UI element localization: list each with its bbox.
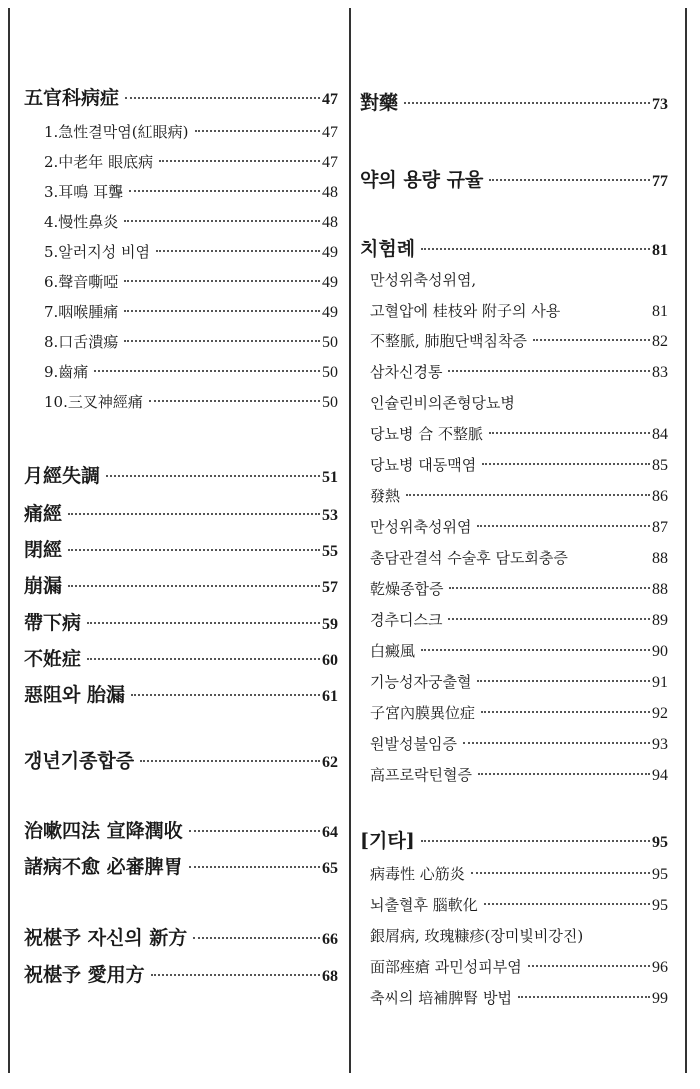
dot-leader bbox=[471, 872, 650, 874]
entry-page: 95 bbox=[652, 834, 668, 851]
entry-page: 64 bbox=[322, 824, 338, 841]
entry-title: 高프로락틴혈증 bbox=[370, 766, 472, 784]
entry-page: 62 bbox=[322, 754, 338, 771]
toc-entry bbox=[360, 454, 668, 475]
entry-page: 51 bbox=[322, 469, 338, 486]
entry-title: 發熱 bbox=[370, 487, 401, 505]
dot-leader bbox=[421, 248, 650, 250]
entry-title: 원발성불임증 bbox=[370, 735, 457, 753]
entry-title: 治嗽四法 宣降潤收 bbox=[24, 820, 183, 842]
dot-leader bbox=[518, 996, 650, 998]
dot-leader bbox=[124, 340, 320, 342]
entry-title: 對藥 bbox=[360, 92, 399, 114]
toc-entry bbox=[360, 640, 668, 661]
entry-title: 2.中老年 眼底病 bbox=[44, 153, 154, 171]
entry-title: 銀屑病, 玫瑰糠疹(장미빛비강진) bbox=[370, 927, 584, 945]
entry-page: 48 bbox=[322, 214, 338, 231]
toc-entry bbox=[24, 499, 338, 526]
dot-leader bbox=[124, 310, 320, 312]
dot-leader bbox=[477, 680, 650, 682]
entry-title: 惡阻와 胎漏 bbox=[24, 684, 125, 706]
entry-page: 65 bbox=[322, 860, 338, 877]
dot-leader bbox=[448, 370, 650, 372]
entry-page: 99 bbox=[652, 990, 668, 1007]
dot-leader bbox=[533, 339, 650, 341]
entry-title: 총담관결석 수술후 담도회충증 bbox=[370, 549, 568, 567]
toc-entry bbox=[360, 956, 668, 977]
dot-leader bbox=[448, 618, 650, 620]
entry-page: 48 bbox=[322, 184, 338, 201]
entry-title: 諸病不愈 必審脾胃 bbox=[24, 856, 183, 878]
entry-title: 당뇨병 대동맥염 bbox=[370, 456, 477, 474]
entry-page: 49 bbox=[322, 244, 338, 261]
entry-page: 49 bbox=[322, 274, 338, 291]
toc-entry bbox=[360, 300, 668, 321]
entry-page: 94 bbox=[652, 767, 668, 784]
toc-entry bbox=[360, 361, 668, 382]
toc-entry bbox=[24, 301, 338, 322]
entry-page: 55 bbox=[322, 543, 338, 560]
toc-entry bbox=[360, 863, 668, 884]
toc-entry bbox=[24, 680, 338, 707]
toc-entry bbox=[24, 331, 338, 352]
dot-leader bbox=[489, 179, 650, 181]
toc-entry bbox=[24, 608, 338, 635]
entry-page: 61 bbox=[322, 688, 338, 705]
entry-page: 50 bbox=[322, 364, 338, 381]
dot-leader bbox=[94, 370, 320, 372]
entry-title: 기능성자궁출혈 bbox=[370, 673, 472, 691]
toc-entry bbox=[360, 269, 668, 290]
dot-leader bbox=[484, 903, 650, 905]
dot-leader bbox=[463, 742, 650, 744]
dot-leader bbox=[189, 830, 320, 832]
entry-page: 82 bbox=[652, 333, 668, 350]
entry-title: 月經失調 bbox=[24, 465, 101, 487]
dot-leader bbox=[482, 463, 650, 465]
toc-entry bbox=[360, 88, 668, 115]
dot-leader bbox=[68, 585, 320, 587]
toc-entry bbox=[360, 392, 668, 413]
entry-page: 84 bbox=[652, 426, 668, 443]
entry-title: 당뇨병 合 不整脈 bbox=[370, 425, 484, 443]
toc-entry bbox=[24, 361, 338, 382]
entry-page: 47 bbox=[322, 154, 338, 171]
entry-title: 10.三叉神經痛 bbox=[44, 393, 143, 411]
toc-entry bbox=[360, 987, 668, 1008]
entry-page: 60 bbox=[322, 652, 338, 669]
toc-entry bbox=[24, 960, 338, 987]
entry-title: 고혈압에 桂枝와 附子의 사용 bbox=[370, 302, 561, 320]
dot-leader bbox=[68, 513, 320, 515]
dot-leader bbox=[106, 475, 320, 477]
entry-title: 치험례 bbox=[360, 238, 416, 260]
entry-page: 96 bbox=[652, 959, 668, 976]
entry-title: 갱년기종합증 bbox=[24, 750, 135, 772]
toc-entry bbox=[24, 83, 338, 110]
entry-title: 子宮內膜異位症 bbox=[370, 704, 476, 722]
toc-entry bbox=[24, 571, 338, 598]
entry-page: 53 bbox=[322, 507, 338, 524]
toc-entry bbox=[24, 644, 338, 671]
entry-title: 面部痤瘡 과민성피부염 bbox=[370, 958, 522, 976]
dot-leader bbox=[87, 658, 320, 660]
toc-entry bbox=[24, 151, 338, 172]
dot-leader bbox=[421, 840, 650, 842]
entry-title: 3.耳鳴 耳聾 bbox=[44, 183, 124, 201]
entry-title: 祝椹予 愛用方 bbox=[24, 964, 145, 986]
entry-page: 92 bbox=[652, 705, 668, 722]
entry-page: 68 bbox=[322, 968, 338, 985]
entry-title: 不整脈, 肺胞단백침착증 bbox=[370, 332, 527, 350]
toc-entry bbox=[360, 547, 668, 568]
entry-page: 50 bbox=[322, 394, 338, 411]
toc-entry bbox=[360, 485, 668, 506]
dot-leader bbox=[528, 965, 650, 967]
entry-title: [기타] bbox=[360, 830, 415, 852]
dot-leader bbox=[140, 760, 320, 762]
dot-leader bbox=[478, 773, 650, 775]
entry-title: 8.口舌潰瘍 bbox=[44, 333, 119, 351]
toc-entry bbox=[360, 733, 668, 754]
toc-entry bbox=[360, 894, 668, 915]
entry-title: 痛經 bbox=[24, 503, 63, 525]
dot-leader bbox=[156, 250, 320, 252]
toc-entry bbox=[360, 330, 668, 351]
toc-entry bbox=[24, 271, 338, 292]
dot-leader bbox=[129, 190, 320, 192]
entry-title: 만성위축성위염, bbox=[370, 271, 477, 289]
column-divider bbox=[349, 8, 351, 1073]
entry-title: 뇌출혈후 腦軟化 bbox=[370, 896, 478, 914]
entry-title: 만성위축성위염 bbox=[370, 518, 472, 536]
entry-title: 7.咽喉腫痛 bbox=[44, 303, 119, 321]
toc-entry bbox=[24, 816, 338, 843]
entry-page: 88 bbox=[652, 550, 668, 567]
toc-entry bbox=[360, 671, 668, 692]
entry-title: 乾燥종합증 bbox=[370, 580, 444, 598]
entry-title: 삼차신경통 bbox=[370, 363, 443, 381]
entry-page: 83 bbox=[652, 364, 668, 381]
dot-leader bbox=[125, 97, 320, 99]
toc-entry bbox=[360, 609, 668, 630]
entry-page: 57 bbox=[322, 579, 338, 596]
entry-title: 6.聲音嘶啞 bbox=[44, 273, 119, 291]
dot-leader bbox=[449, 587, 650, 589]
entry-page: 81 bbox=[652, 242, 668, 259]
toc-entry bbox=[360, 165, 668, 192]
entry-title: 病毒性 心筋炎 bbox=[370, 865, 465, 883]
toc-entry bbox=[24, 746, 338, 773]
toc-page bbox=[8, 8, 687, 1073]
toc-entry bbox=[360, 826, 668, 853]
toc-entry bbox=[360, 423, 668, 444]
entry-title: 축씨의 培補脾腎 방법 bbox=[370, 989, 512, 1007]
toc-entry bbox=[24, 211, 338, 232]
dot-leader bbox=[149, 400, 320, 402]
entry-page: 95 bbox=[652, 866, 668, 883]
toc-entry bbox=[24, 181, 338, 202]
entry-page: 73 bbox=[652, 96, 668, 113]
dot-leader bbox=[477, 525, 650, 527]
entry-page: 81 bbox=[652, 303, 668, 320]
entry-title: 五官科病症 bbox=[24, 87, 120, 109]
entry-title: 祝椹予 자신의 新方 bbox=[24, 927, 188, 949]
toc-entry bbox=[24, 461, 338, 488]
toc-entry bbox=[360, 234, 668, 261]
dot-leader bbox=[193, 937, 320, 939]
entry-page: 87 bbox=[652, 519, 668, 536]
entry-title: 4.慢性鼻炎 bbox=[44, 213, 119, 231]
toc-entry bbox=[24, 535, 338, 562]
dot-leader bbox=[481, 711, 650, 713]
entry-title: 5.알러지성 비염 bbox=[44, 243, 151, 261]
entry-title: 白癜風 bbox=[370, 642, 416, 660]
entry-page: 93 bbox=[652, 736, 668, 753]
dot-leader bbox=[421, 649, 650, 651]
entry-page: 88 bbox=[652, 581, 668, 598]
dot-leader bbox=[159, 160, 320, 162]
dot-leader bbox=[124, 280, 320, 282]
entry-title: 閉經 bbox=[24, 539, 63, 561]
entry-page: 47 bbox=[322, 124, 338, 141]
dot-leader bbox=[404, 102, 650, 104]
dot-leader bbox=[489, 432, 650, 434]
entry-page: 90 bbox=[652, 643, 668, 660]
dot-leader bbox=[68, 549, 320, 551]
toc-entry bbox=[360, 925, 668, 946]
entry-page: 77 bbox=[652, 173, 668, 190]
entry-page: 47 bbox=[322, 91, 338, 108]
toc-entry bbox=[360, 578, 668, 599]
toc-entry bbox=[360, 702, 668, 723]
entry-title: 9.齒痛 bbox=[44, 363, 89, 381]
dot-leader bbox=[131, 694, 320, 696]
entry-page: 50 bbox=[322, 334, 338, 351]
entry-title: 경추디스크 bbox=[370, 611, 443, 629]
entry-page: 95 bbox=[652, 897, 668, 914]
entry-title: 인슐린비의존형당뇨병 bbox=[370, 394, 515, 412]
toc-entry bbox=[24, 391, 338, 412]
dot-leader bbox=[124, 220, 320, 222]
dot-leader bbox=[151, 974, 320, 976]
entry-page: 49 bbox=[322, 304, 338, 321]
entry-page: 85 bbox=[652, 457, 668, 474]
entry-title: 崩漏 bbox=[24, 575, 63, 597]
dot-leader bbox=[87, 622, 320, 624]
dot-leader bbox=[195, 130, 321, 132]
dot-leader bbox=[189, 866, 320, 868]
entry-page: 89 bbox=[652, 612, 668, 629]
toc-entry bbox=[24, 852, 338, 879]
entry-title: 약의 용량 규율 bbox=[360, 169, 484, 191]
dot-leader bbox=[406, 494, 650, 496]
entry-title: 帶下病 bbox=[24, 612, 82, 634]
entry-page: 66 bbox=[322, 931, 338, 948]
entry-page: 59 bbox=[322, 616, 338, 633]
toc-entry bbox=[360, 516, 668, 537]
toc-entry bbox=[24, 923, 338, 950]
entry-page: 91 bbox=[652, 674, 668, 691]
toc-entry bbox=[24, 121, 338, 142]
entry-page: 86 bbox=[652, 488, 668, 505]
entry-title: 不姙症 bbox=[24, 648, 82, 670]
toc-entry bbox=[24, 241, 338, 262]
toc-entry bbox=[360, 764, 668, 785]
entry-title: 1.急性결막염(紅眼病) bbox=[44, 123, 189, 141]
